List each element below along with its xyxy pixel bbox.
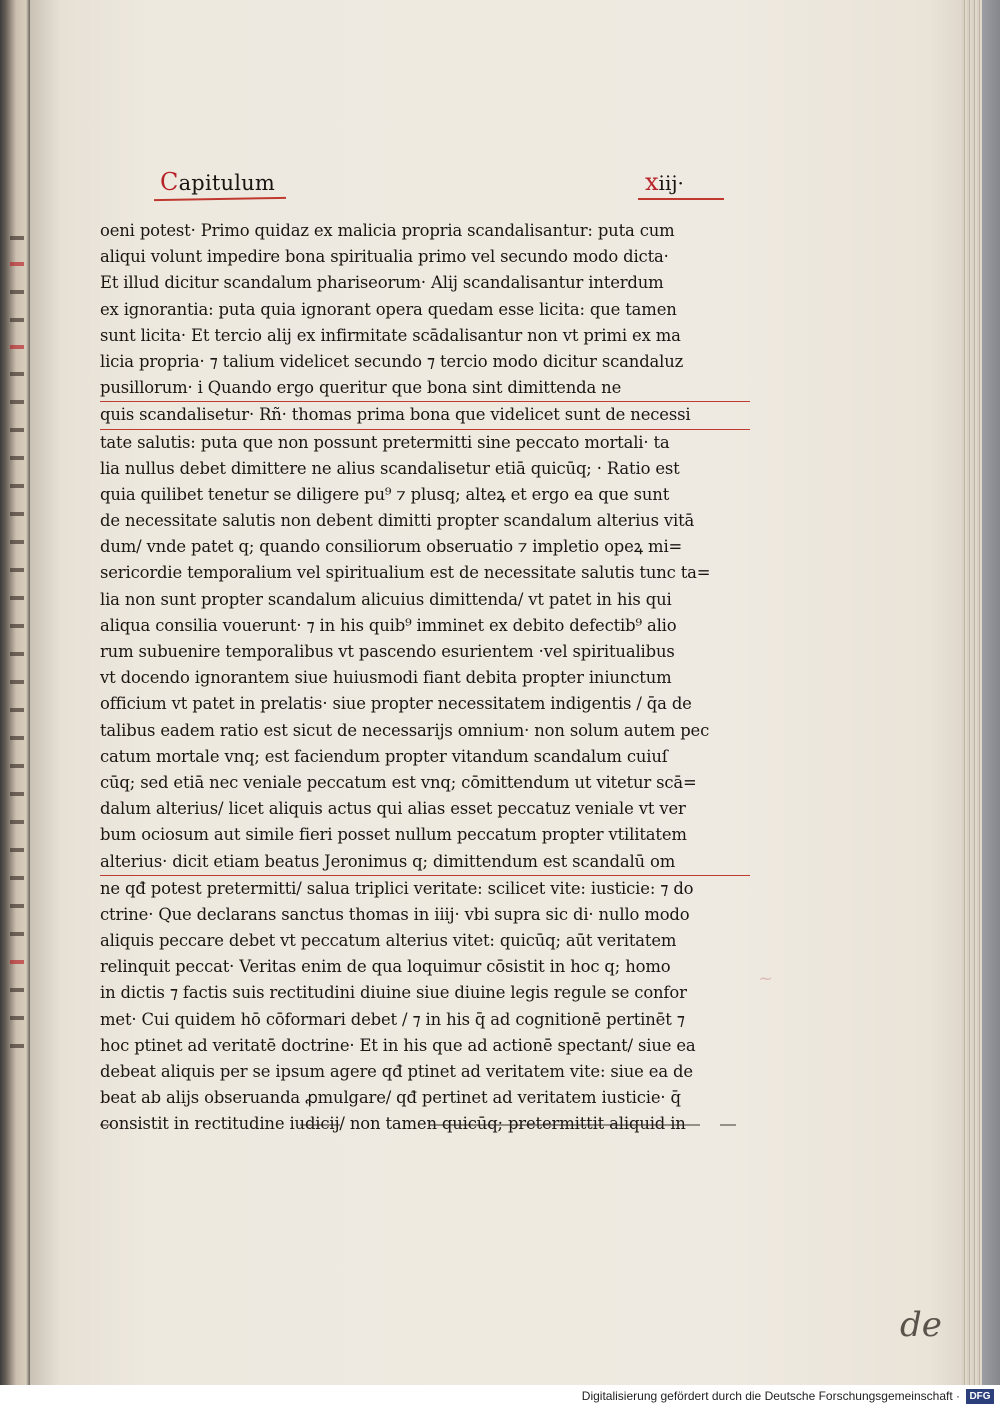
text-line: tate salutis: puta que non possunt pretermitti sine peccato mortali· ta <box>100 432 670 452</box>
text-line: lia nullus debet dimittere ne alius scandalisetur etiā quicūq; · Ratio est <box>100 458 680 478</box>
chapter-heading: Capitulum <box>160 168 275 196</box>
funding-credit: Digitalisierung gefördert durch die Deutsche Forschungsgemeinschaft · <box>581 1389 960 1403</box>
red-rule <box>638 198 724 200</box>
text-line: cūq; sed etiā nec veniale peccatum est vnq; cōmittendum ut vitetur scā= <box>100 772 697 792</box>
text-line: vt docendo ignorantem siue huiusmodi fiant debita propter iniunctum <box>100 668 672 688</box>
bottom-ink-traces <box>100 1118 740 1130</box>
text-line: pusillorum· i Quando ergo queritur que bona sint dimittenda ne <box>100 375 750 402</box>
text-line: ne qđ potest pretermitti/ salua triplici veritate: scilicet vite: iusticie: ⁊ do <box>100 878 694 898</box>
text-line: catum mortale vnq; est faciendum propter vitandum scandalum cuiuſ <box>100 746 668 766</box>
dfg-logo-icon: DFG <box>966 1389 994 1404</box>
rubricated-initial: C <box>160 168 179 196</box>
text-line: aliqua consilia vouerunt· ⁊ in his quib⁹ imminet ex debito defectib⁹ alio <box>100 615 677 635</box>
text-line: met· Cui quidem hō cōformari debet / ⁊ in his q̄ ad cognitionē pertinēt ⁊ <box>100 1009 685 1029</box>
red-rule <box>154 197 286 201</box>
text-line: officium vt patet in prelatis· siue propter necessitatem indigentis / q̄a de <box>100 694 692 714</box>
scan-background <box>982 0 1000 1385</box>
text-line: in dictis ⁊ factis suis rectitudini diuine siue diuine legis regule se confor <box>100 983 687 1003</box>
credit-bar <box>0 1385 1000 1409</box>
text-line: ctrine· Que declarans sanctus thomas in iiij· vbi supra sic di· nullo modo <box>100 904 690 924</box>
text-line: aliquis peccare debet vt peccatum alterius vitet: quicūq; aūt veritatem <box>100 931 677 951</box>
text-line: bum ociosum aut simile fieri posset nullum peccatum propter vtilitatem <box>100 825 687 845</box>
text-line: de necessitate salutis non debent dimitti propter scandalum alterius vitā <box>100 511 695 531</box>
text-line: quis scandalisetur· Rñ· thomas prima bona que videlicet sunt de necessi <box>100 402 750 429</box>
text-line: rum subuenire temporalibus vt pascendo esurientem ·vel spiritualibus <box>100 642 675 661</box>
text-line: alterius· dicit etiam beatus Jeronimus q; dimittendum est scandalū om <box>100 849 750 876</box>
text-line: dum/ vnde patet q; quando consiliorum obseruatio ⁊ impletio opeꝝ mi= <box>100 537 683 557</box>
text-line: relinquit peccat· Veritas enim de qua loquimur cōsistit in hoc q; homo <box>100 957 671 977</box>
text-line: quia quilibet tenetur se diligere pu⁹ ⁊ plusq; alteꝝ et ergo ea que sunt <box>100 484 670 504</box>
running-head <box>160 168 760 208</box>
text-line: talibus eadem ratio est sicut de necessarijs omnium· non solum autem pec <box>100 720 710 740</box>
text-line: Et illud dicitur scandalum phariseorum· Alij scandalisantur interdum <box>100 273 664 293</box>
text-line: sericordie temporalium vel spiritualium est de necessitate salutis tunc ta= <box>100 563 711 583</box>
text-line: dalum alterius/ licet aliquis actus qui alias esset peccatuz veniale vt ver <box>100 799 686 819</box>
faint-red-offset: ~ <box>758 968 774 989</box>
text-line: aliqui volunt impedire bona spiritualia primo vel secundo modo dicta· <box>100 247 669 267</box>
text-line: ex ignorantia: puta quia ignorant opera quedam esse licita: que tamen <box>100 299 677 319</box>
text-line: hoc ptinet ad veritatē doctrine· Et in his que ad actionē spectant/ siue ea <box>100 1035 696 1055</box>
text-line: sunt licita· Et tercio alij ex infirmitate scādalisantur non vt primi ex ma <box>100 325 681 345</box>
rubricated-initial: x <box>645 168 659 196</box>
text-line: debeat aliquis per se ipsum agere qđ ptinet ad veritatem vite: siue ea de <box>100 1062 693 1081</box>
text-line: lia non sunt propter scandalum alicuius dimittenda/ vt patet in his qui <box>100 589 672 609</box>
facing-page-text-fragments <box>10 0 30 1385</box>
body-text <box>100 218 750 1138</box>
chapter-number: xiij· <box>645 168 684 196</box>
text-line: consistit in rectitudine iudicij/ non tamen quicūq; pretermittit aliquid in <box>100 1114 686 1134</box>
page-stack-edge <box>962 0 982 1385</box>
text-line: oeni potest· Primo quidaz ex malicia propria scandalisantur: puta cum <box>100 221 675 240</box>
text-line: beat ab alijs obseruanda ꝓmulgare/ qđ pertinet ad veritatem iusticie· q̄ <box>100 1088 681 1108</box>
text-line: licia propria· ⁊ talium videlicet secundo ⁊ tercio modo dicitur scandaluz <box>100 351 684 371</box>
pencil-note: de <box>900 1305 942 1345</box>
